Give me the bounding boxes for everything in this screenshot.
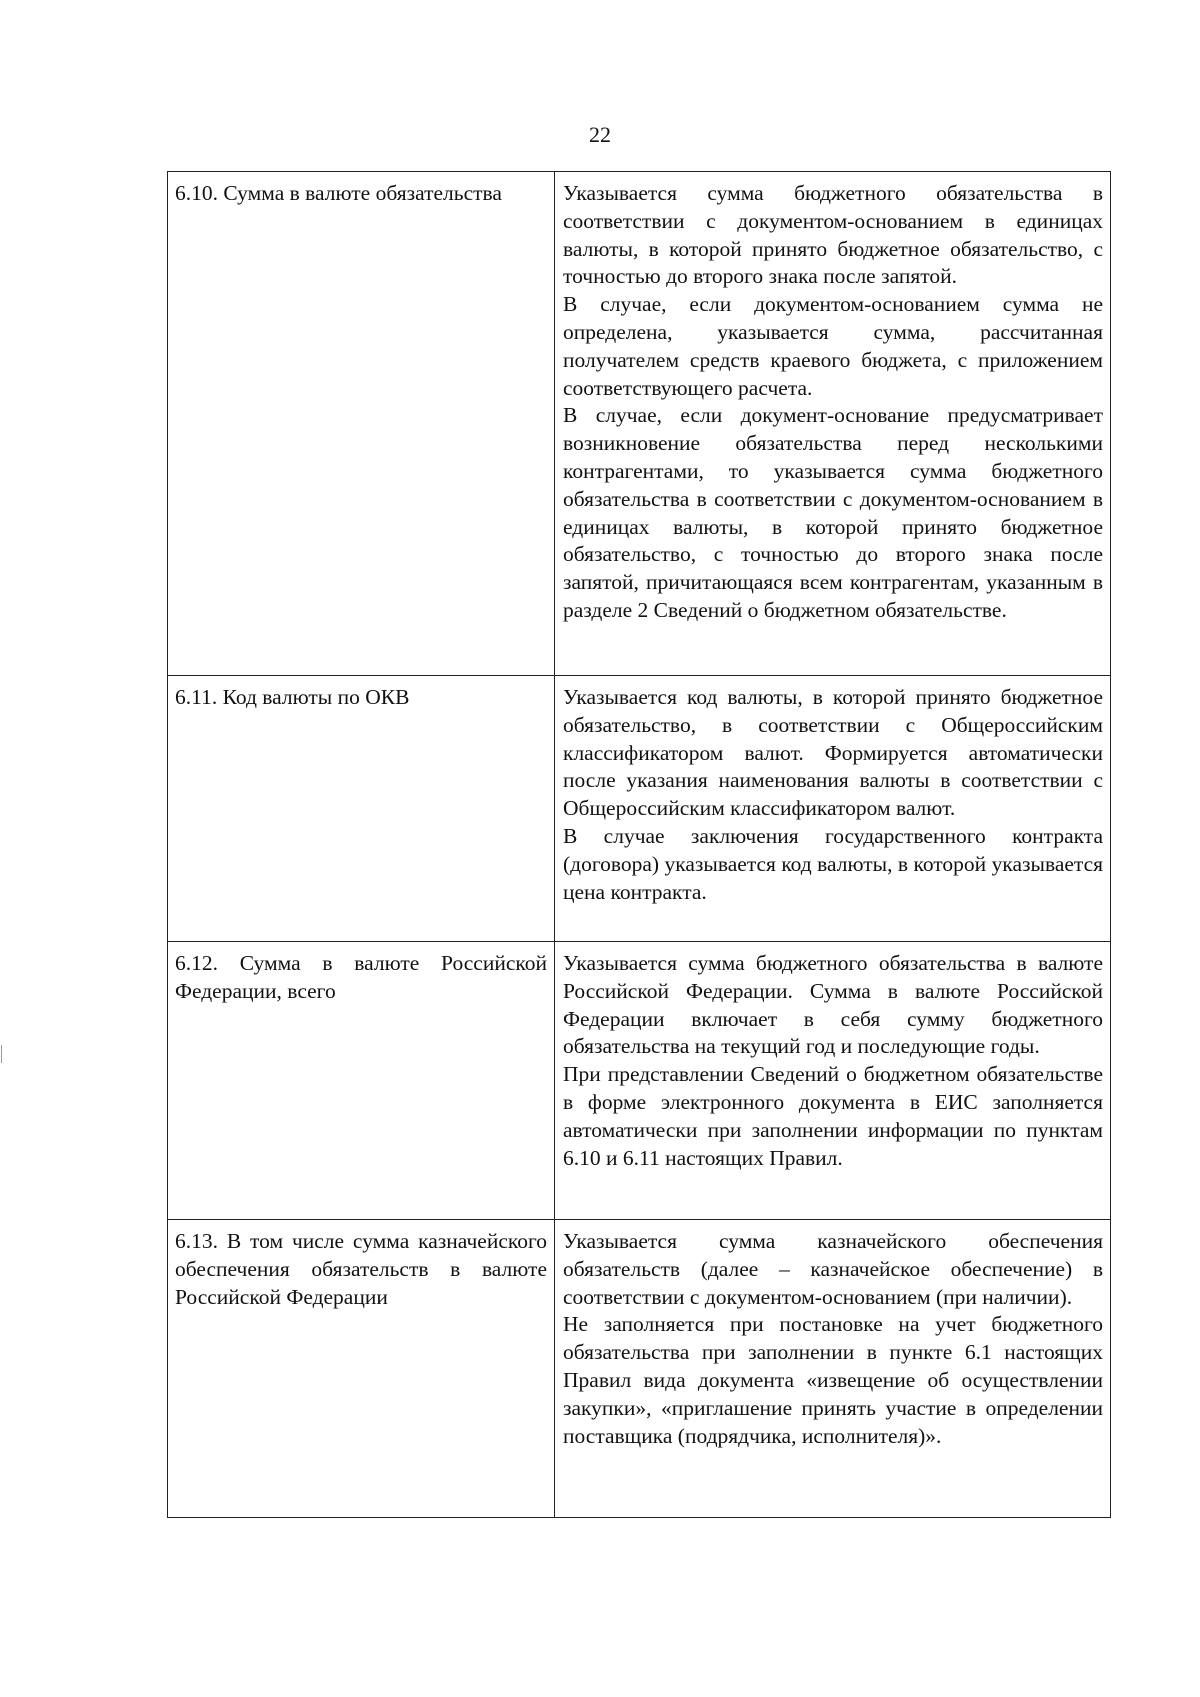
description-paragraph: Указывается сумма бюджетного обязательства в соответствии с документом-основанием в единицах валюты, в которой принято бюджетное обязательство, с точностью до второго знака после запятой. <box>563 181 1103 289</box>
table-row <box>168 676 1111 942</box>
field-name-cell: 6.12. Сумма в валюте Российской Федерации, всего <box>168 942 555 1220</box>
description-paragraph: В случае заключения государственного контракта (договора) указывается код валюты, в которой указывается цена контракта. <box>563 823 1103 904</box>
page-number: 22 <box>589 122 611 147</box>
description-paragraph: Указывается код валюты, в которой принято бюджетное обязательство, в соответствии с Общероссийским классификатором валют. Формируется автоматически после указания наименования валюты в соответствии с Общероссийским классификатором валют. <box>563 685 1103 821</box>
description-paragraph: Не заполняется при постановке на учет бюджетного обязательства при заполнении в пункте 6.1 настоящих Правил вида документа «извещение об осуществлении закупки», «приглашение принять участие в определении поставщика (подрядчика, исполнителя)». <box>563 1312 1103 1448</box>
field-description-cell <box>555 1220 1111 1518</box>
description-paragraph: Указывается сумма казначейского обеспечения обязательств (далее – казначейское обеспечение) в соответствии с документом-основанием (при наличии). <box>563 1229 1103 1309</box>
table-row <box>168 942 1111 1220</box>
description-paragraph: В случае, если документом-основанием сумма не определена, указывается сумма, рассчитанная получателем средств краевого бюджета, с приложением соответствующего расчета. <box>563 292 1103 400</box>
field-description-cell <box>555 676 1111 942</box>
field-name-cell: 6.10. Сумма в валюте обязательства <box>168 172 555 676</box>
field-description-cell <box>555 942 1111 1220</box>
field-description-cell <box>555 172 1111 676</box>
scan-edge-mark <box>1 1045 2 1063</box>
field-name-cell: 6.11. Код валюты по ОКВ <box>168 676 555 942</box>
description-paragraph: В случае, если документ-основание предусматривает возникновение обязательства перед несколькими контрагентами, то указывается сумма бюджетного обязательства в соответствии с документом-основанием в единицах валюты, в которой принято бюджетное обязательство, с точностью до второго знака после запятой, причитающаяся всем контрагентам, указанным в разделе 2 Сведений о бюджетном обязательстве. <box>563 403 1103 622</box>
rules-table <box>167 171 1111 1518</box>
table-row <box>168 172 1111 676</box>
description-paragraph: При представлении Сведений о бюджетном обязательстве в форме электронного документа в ЕИС заполняется автоматически при заполнении информации по пунктам 6.10 и 6.11 настоящих Правил. <box>563 1062 1103 1170</box>
table-row <box>168 1220 1111 1518</box>
field-name-cell: 6.13. В том числе сумма казначейского обеспечения обязательств в валюте Российской Федерации <box>168 1220 555 1518</box>
description-paragraph: Указывается сумма бюджетного обязательства в валюте Российской Федерации. Сумма в валюте Российской Федерации включает в себя сумму бюджетного обязательства на текущий год и последующие годы. <box>563 951 1103 1059</box>
